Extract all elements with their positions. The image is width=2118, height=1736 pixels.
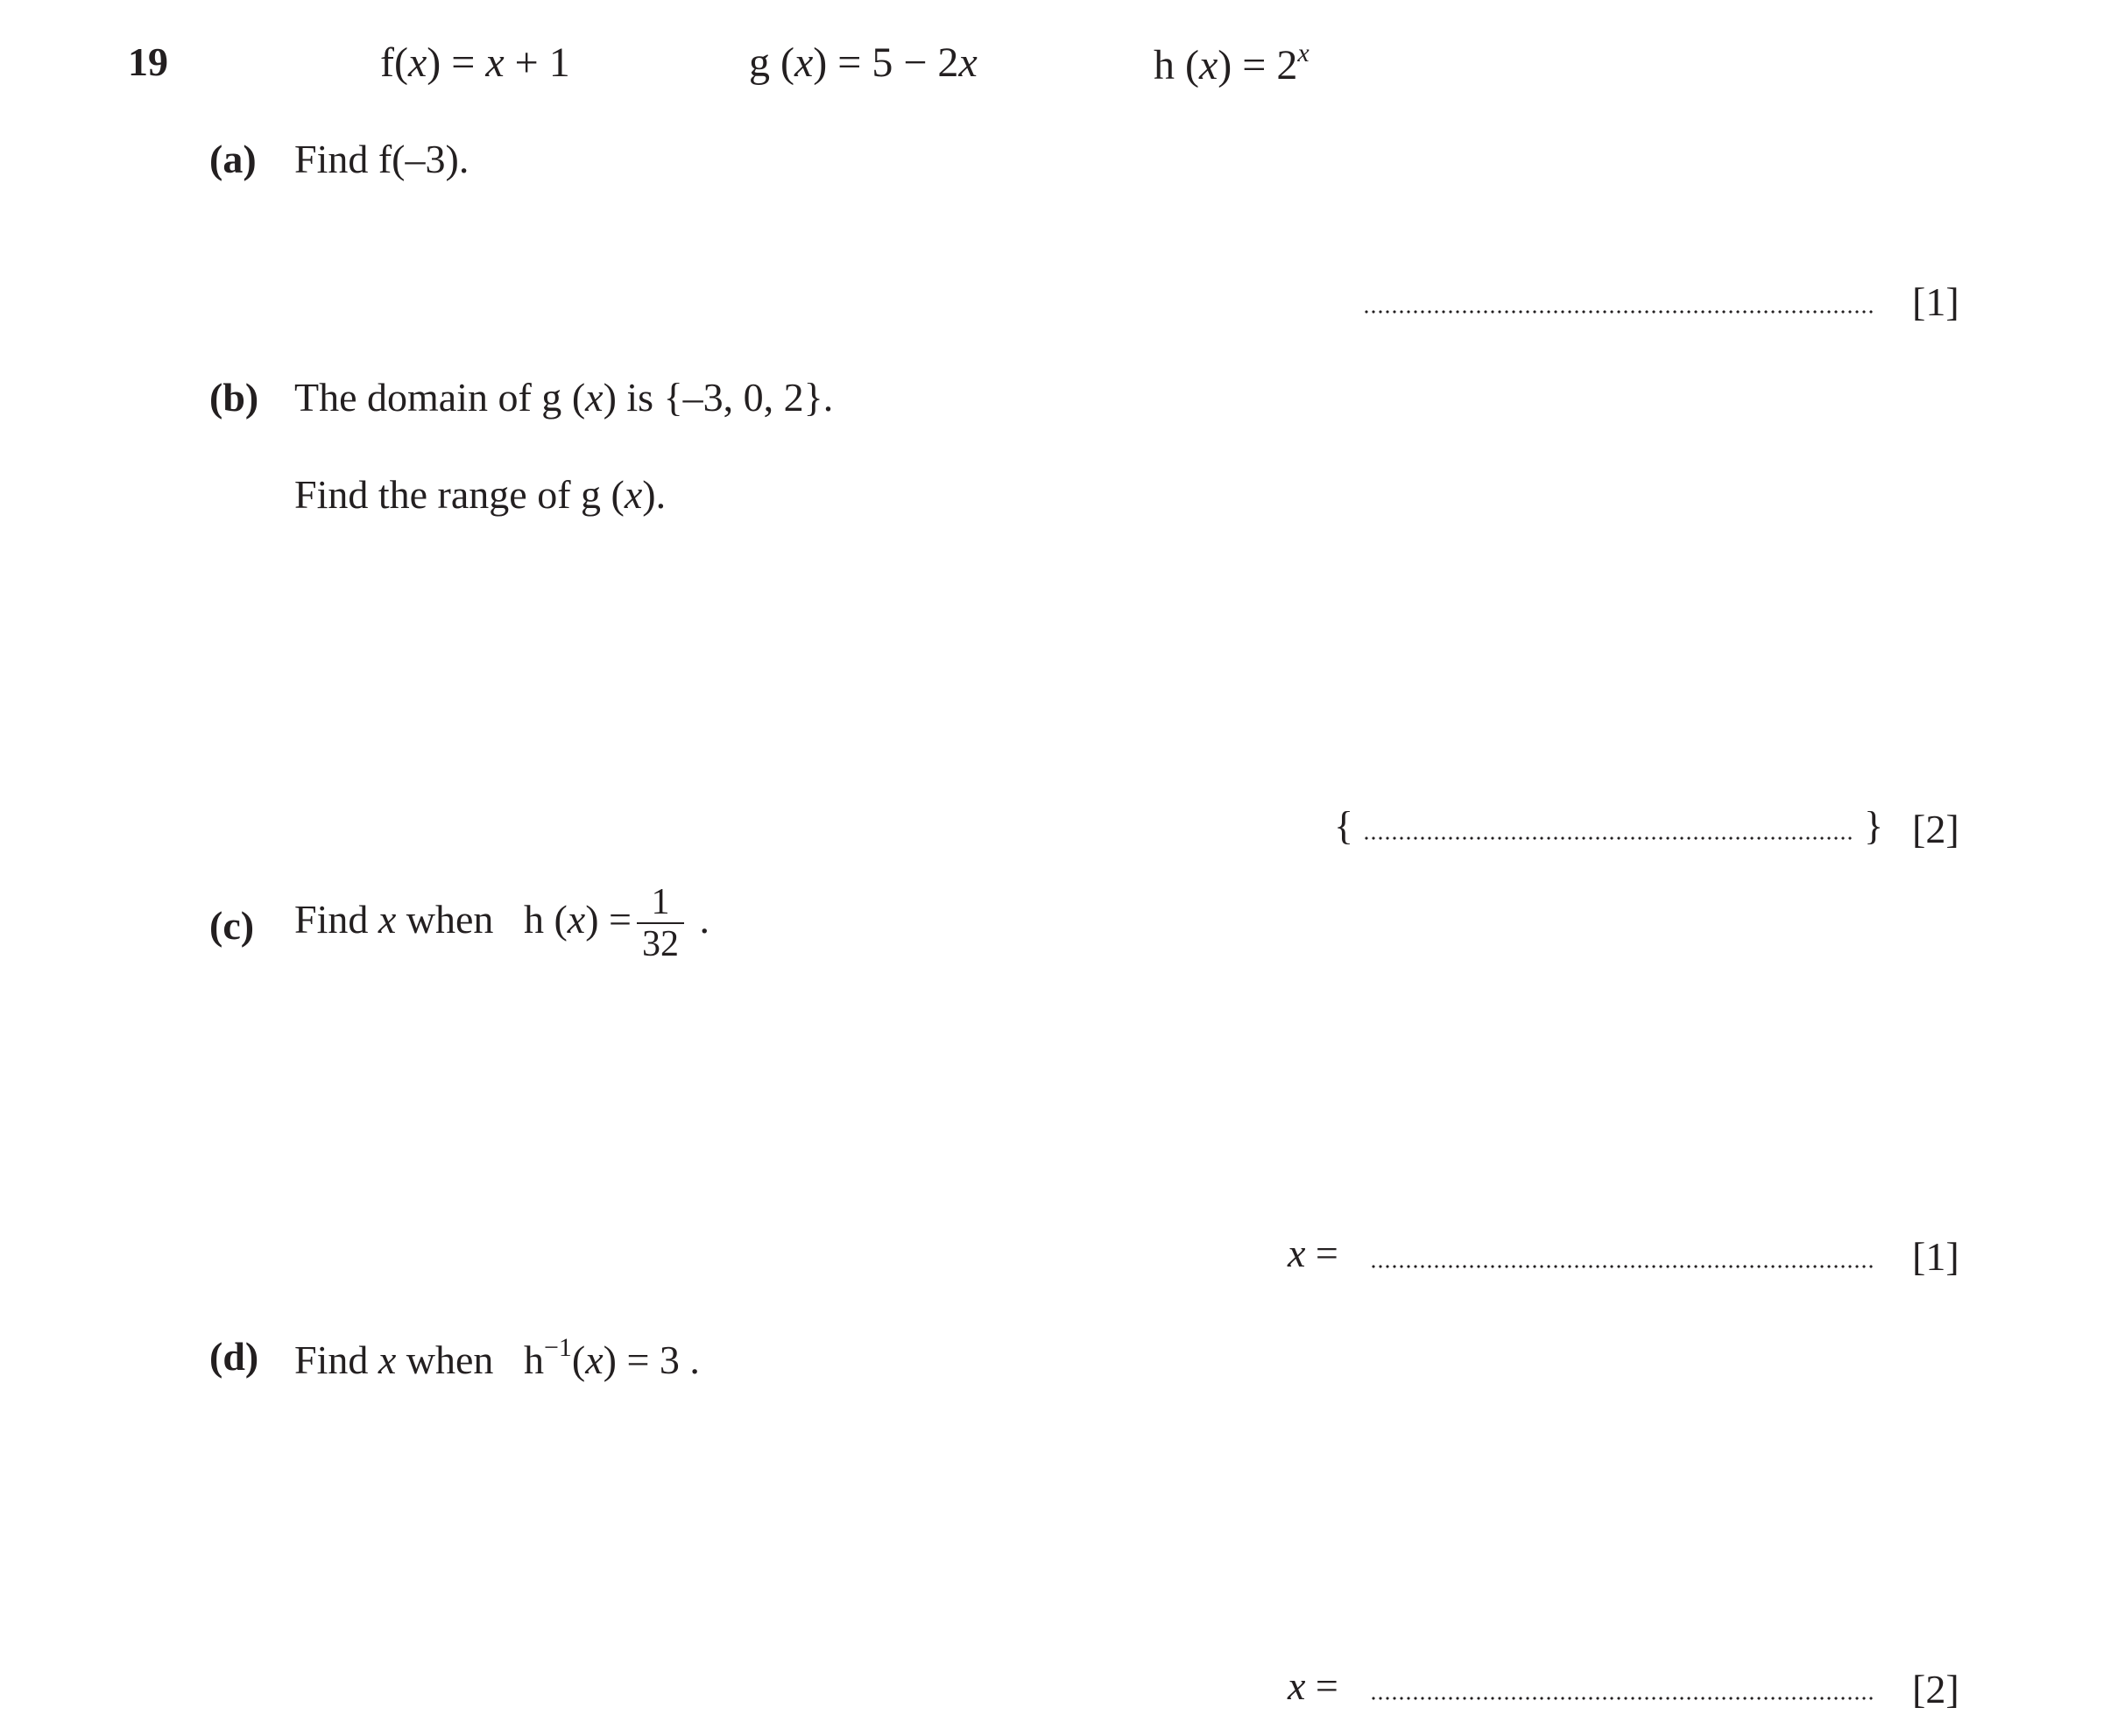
part-a-question: Find f(–3).	[294, 137, 469, 181]
part-d-answer-label: x =	[1288, 1663, 1338, 1708]
function-f-definition: f(x) = x + 1	[380, 39, 570, 86]
function-h-definition: h $(x) = 2^x$	[1154, 39, 1310, 88]
part-c-label: (c)	[209, 903, 255, 948]
function-g-definition: g (x) = 5 − 2x	[749, 39, 978, 86]
part-a-answer-line[interactable]	[1363, 310, 1874, 314]
part-d-answer-line[interactable]	[1370, 1697, 1874, 1700]
part-b-marks: [2]	[1912, 807, 1959, 851]
fraction-one-over-thirty-two: $\frac{1}{32}$	[637, 884, 684, 963]
part-d-label: (d)	[209, 1334, 259, 1379]
part-b-question: The domain of g (x) is {–3, 0, 2}.	[294, 375, 834, 420]
part-c-question: Find x when h (x) = $\frac{1}{32}$ .	[294, 882, 710, 965]
part-c-answer-label: x =	[1288, 1231, 1338, 1275]
part-b-open-brace: {	[1334, 803, 1354, 848]
part-d-question: Find x when $h^{-1}(x) = 3$ .	[294, 1333, 700, 1382]
part-b-instruction: Find the range of g (x).	[294, 472, 667, 517]
part-a-marks: [1]	[1912, 279, 1959, 324]
part-b-label: (b)	[209, 375, 259, 420]
part-b-close-brace: }	[1864, 803, 1884, 848]
question-number: 19	[128, 39, 168, 84]
part-d-marks: [2]	[1912, 1667, 1959, 1711]
part-c-answer-line[interactable]	[1370, 1265, 1874, 1268]
part-b-answer-line[interactable]	[1363, 836, 1853, 840]
part-c-marks: [1]	[1912, 1234, 1959, 1279]
part-a-label: (a)	[209, 137, 257, 181]
